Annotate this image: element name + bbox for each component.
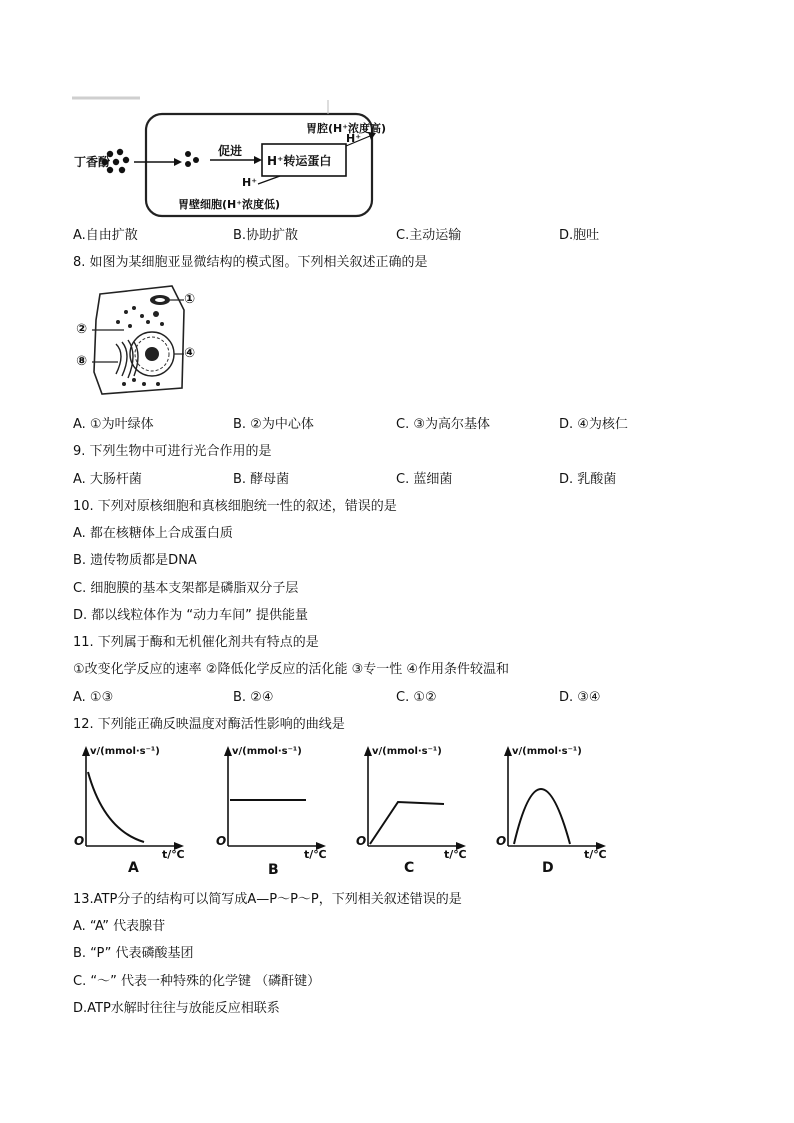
q12-d-origin: O: [496, 834, 507, 848]
q8-option-d: D. ④为核仁: [559, 417, 628, 432]
q13-option-b: B. “P” 代表磷酸基团: [73, 946, 194, 961]
q8-label-4: ④: [184, 346, 196, 361]
q8-stem: 8. 如图为某细胞亚显微结构的模式图。下列相关叙述正确的是: [73, 255, 428, 270]
q12-b-letter: B: [268, 862, 279, 878]
q13-option-a: A. “A” 代表腺苷: [73, 919, 166, 934]
q10-option-c: C. 细胞膜的基本支架都是磷脂双分子层: [73, 581, 299, 596]
q7-left-label: 丁香酚: [74, 155, 111, 169]
q8-option-c: C. ③为高尔基体: [396, 417, 490, 432]
q12-stem: 12. 下列能正确反映温度对酶活性影响的曲线是: [73, 717, 345, 732]
q7-option-c: C.主动运输: [396, 228, 462, 243]
q8-option-a: A. ①为叶绿体: [73, 417, 154, 432]
q10-option-a: A. 都在核糖体上合成蛋白质: [73, 526, 233, 541]
q11-stem: 11. 下列属于酶和无机催化剂共有特点的是: [73, 635, 319, 650]
q8-label-1: ①: [184, 292, 196, 307]
q12-c-letter: C: [404, 860, 415, 876]
q11-option-c: C. ①②: [396, 690, 437, 705]
q8-cell-figure: [72, 280, 208, 404]
q10-option-d: D. 都以线粒体作为 “动力车间” 提供能量: [73, 608, 309, 623]
q7-option-b: B.协助扩散: [233, 228, 299, 243]
q7-promote-label: 促进: [218, 144, 243, 158]
q7-lumen-label: 胃腔(H⁺浓度高): [306, 122, 387, 135]
q12-graph-c: [350, 742, 480, 882]
q12-b-xlabel: t/℃: [304, 848, 327, 861]
q9-stem: 9. 下列生物中可进行光合作用的是: [73, 444, 272, 459]
q12-c-xlabel: t/℃: [444, 848, 467, 861]
q13-stem: 13.ATP分子的结构可以简写成A—P～P～P，下列相关叙述错误的是: [73, 892, 462, 907]
q10-option-b: B. 遗传物质都是DNA: [73, 553, 197, 568]
q8-option-b: B. ②为中心体: [233, 417, 314, 432]
q7-h-in-label: H⁺: [242, 176, 258, 189]
q12-a-origin: O: [74, 834, 85, 848]
q7-cell-label: 胃壁细胞(H⁺浓度低): [178, 198, 281, 211]
q10-stem: 10. 下列对原核细胞和真核细胞统一性的叙述，错误的是: [73, 499, 397, 514]
q12-a-xlabel: t/℃: [162, 848, 185, 861]
q12-graph-d: [490, 742, 620, 882]
q11-items: ①改变化学反应的速率 ②降低化学反应的活化能 ③专一性 ④作用条件较温和: [73, 662, 510, 677]
q12-b-origin: O: [216, 834, 227, 848]
q12-c-origin: O: [356, 834, 367, 848]
q12-d-xlabel: t/℃: [584, 848, 607, 861]
q13-option-d: D.ATP水解时往往与放能反应相联系: [73, 1001, 280, 1016]
q12-b-ylabel: v/(mmol·s⁻¹): [232, 746, 302, 757]
q12-graph-a: [68, 742, 198, 882]
q9-option-d: D. 乳酸菌: [559, 472, 617, 487]
q11-option-a: A. ①③: [73, 690, 114, 705]
q12-c-ylabel: v/(mmol·s⁻¹): [372, 746, 442, 757]
q9-option-a: A. 大肠杆菌: [73, 472, 142, 487]
q8-label-2: ②: [76, 322, 88, 337]
q12-graph-b: [210, 742, 340, 882]
q8-label-8: ⑧: [76, 354, 88, 369]
q12-d-letter: D: [542, 860, 554, 876]
q11-option-b: B. ②④: [233, 690, 274, 705]
q13-option-c: C. “～” 代表一种特殊的化学键 （磷酐键）: [73, 974, 321, 989]
q12-a-ylabel: v/(mmol·s⁻¹): [90, 746, 160, 757]
q7-option-d: D.胞吐: [559, 228, 600, 243]
q11-option-d: D. ③④: [559, 690, 601, 705]
q7-option-a: A.自由扩散: [73, 228, 138, 243]
q12-d-ylabel: v/(mmol·s⁻¹): [512, 746, 582, 757]
q7-h-out-label: H⁺: [346, 132, 362, 145]
q9-option-c: C. 蓝细菌: [396, 472, 453, 487]
q9-option-b: B. 酵母菌: [233, 472, 290, 487]
q7-figure: [70, 96, 390, 220]
q7-transporter-label: H⁺转运蛋白: [267, 154, 332, 168]
q12-a-letter: A: [128, 860, 139, 876]
